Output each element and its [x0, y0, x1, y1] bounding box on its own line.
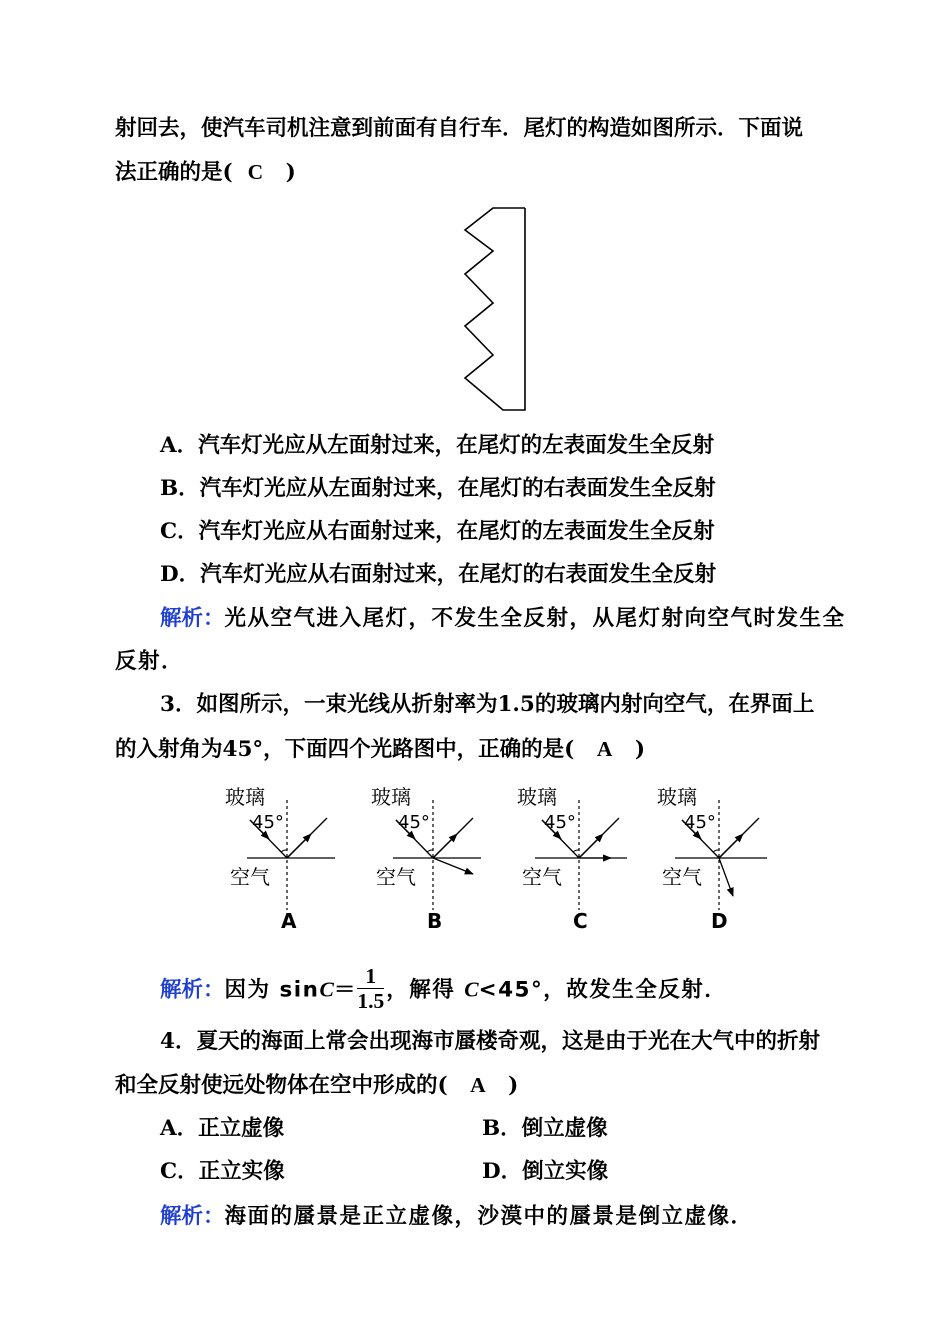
air-label: 空气 [376, 865, 416, 889]
q2-answer: C [247, 160, 264, 184]
angle-label: 45° [398, 812, 430, 833]
q4-jiexi: 解析：海面的蜃景是正立虚像，沙漠中的蜃景是倒立虚像． [160, 1204, 754, 1229]
light-path-diagrams [215, 778, 785, 940]
glass-label: 玻璃 [517, 785, 557, 809]
q2-option-c: C．汽车灯光应从右面射过来，在尾灯的左表面发生全反射 [160, 519, 715, 544]
q2-jiexi-line1: 解析：光从空气进入尾灯，不发生全反射，从尾灯射向空气时发生全 [160, 606, 846, 631]
q3-jiexi: 解析：因为 sinC＝ $\frac{1}{1.5}$ ，解得 C<45°，故发生全反射． [160, 964, 728, 1013]
q2-stem-line1: 射回去，使汽车司机注意到前面有自行车．尾灯的构造如图所示．下面说 [115, 116, 804, 141]
q4-answer: A [470, 1073, 486, 1097]
glass-label: 玻璃 [371, 785, 411, 809]
fraction: $\frac{1}{1.5}$ [357, 964, 385, 1013]
angle-label: 45° [252, 812, 284, 833]
q4-stem-line2: 和全反射使远处物体在空中形成的( A ) [115, 1073, 519, 1098]
diagram-a-label: A [281, 909, 297, 933]
diagram-c-label: C [573, 909, 588, 933]
q2-stem-line2: 法正确的是( C ) [115, 160, 296, 185]
glass-label: 玻璃 [657, 785, 697, 809]
taillight-diagram [455, 200, 540, 418]
q2-jiexi-line2: 反射． [115, 649, 185, 674]
q2-option-a: A．汽车灯光应从左面射过来，在尾灯的左表面发生全反射 [160, 433, 715, 458]
q4-stem-line1: 4．夏天的海面上常会出现海市蜃楼奇观，这是由于光在大气中的折射 [160, 1029, 820, 1054]
q3-stem-line2: 的入射角为45°，下面四个光路图中，正确的是( A ) [115, 737, 646, 762]
angle-label: 45° [544, 812, 576, 833]
diagram-b [371, 785, 481, 933]
q3-answer: A [596, 737, 613, 761]
diagram-c [517, 785, 627, 933]
q4-option-a: A．正立虚像 [160, 1116, 285, 1141]
jiexi-label: 解析： [160, 606, 225, 631]
q2-option-b: B．汽车灯光应从左面射过来，在尾灯的右表面发生全反射 [160, 476, 716, 501]
jiexi-label: 解析： [160, 977, 225, 1003]
diagram-d-label: D [711, 909, 728, 933]
air-label: 空气 [230, 865, 270, 889]
q4-option-b: B．倒立虚像 [482, 1116, 608, 1141]
air-label: 空气 [662, 865, 702, 889]
q2-option-d: D．汽车灯光应从右面射过来，在尾灯的右表面发生全反射 [160, 562, 717, 587]
diagram-a [225, 785, 335, 933]
glass-label: 玻璃 [225, 785, 265, 809]
air-label: 空气 [522, 865, 562, 889]
diagram-b-label: B [427, 909, 443, 933]
q3-stem-line1: 3．如图所示，一束光线从折射率为1.5的玻璃内射向空气，在界面上 [160, 692, 815, 717]
q4-option-d: D．倒立实像 [482, 1159, 609, 1184]
q4-option-c: C．正立实像 [160, 1159, 285, 1184]
jiexi-label: 解析： [160, 1204, 225, 1229]
diagram-d [657, 785, 767, 933]
angle-label: 45° [684, 812, 716, 833]
